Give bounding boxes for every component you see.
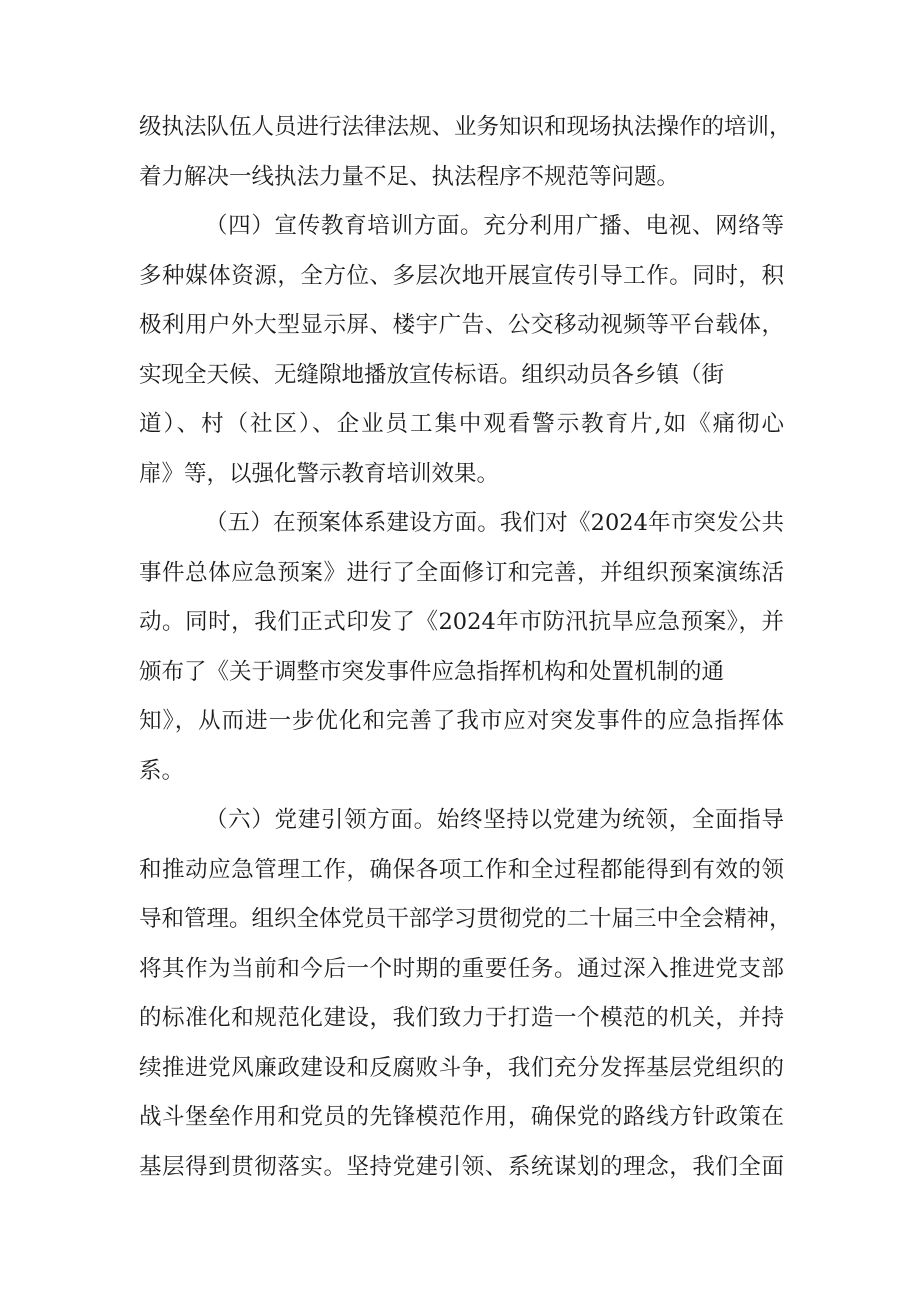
paragraph-heading-5: （五）在预案体系建设方面。我们对《2024年市突发公共 [205, 510, 784, 536]
text-line: 级执法队伍人员进行法律法规、业务知识和现场执法操作的培训， [139, 114, 792, 140]
text-line: 事件总体应急预案》进行了全面修订和完善，并组织预案演练活 [139, 559, 784, 586]
text-line: 扉》等，以强化警示教育培训效果。 [139, 460, 500, 487]
text-line: 战斗堡垒作用和党员的先锋模范作用，确保党的路线方针政策在 [139, 1104, 784, 1130]
text-line: 系。 [139, 757, 185, 784]
text-line: 将其作为当前和今后一个时期的重要任务。通过深入推进党支部 [139, 955, 784, 982]
text-line: 基层得到贯彻落实。坚持党建引领、系统谋划的理念，我们全面 [139, 1153, 784, 1180]
text-line: 颁布了《关于调整市突发事件应急指挥机构和处置机制的通 [139, 658, 725, 685]
text-line: 多种媒体资源，全方位、多层次地开展宣传引导工作。同时，积 [139, 262, 784, 289]
text-line: 的标准化和规范化建设，我们致力于打造一个模范的机关，并持 [139, 1005, 784, 1031]
paragraph-heading-6: （六）党建引领方面。始终坚持以党建为统领，全面指导 [205, 807, 784, 833]
paragraph-heading-4: （四）宣传教育培训方面。充分利用广播、电视、网络等 [205, 213, 784, 239]
text-line: 续推进党风廉政建设和反腐败斗争，我们充分发挥基层党组织的 [139, 1054, 784, 1081]
text-line: 极利用户外大型显示屏、楼宇广告、公交移动视频等平台载体， [139, 312, 784, 338]
text-line: 和推动应急管理工作，确保各项工作和全过程都能得到有效的领 [139, 856, 784, 883]
text-line: 实现全天候、无缝隙地播放宣传标语。组织动员各乡镇（街 [139, 361, 725, 388]
text-line: 知》，从而进一步优化和完善了我市应对突发事件的应急指挥体 [139, 708, 784, 734]
text-line: 动。同时，我们正式印发了《2024年市防汛抗旱应急预案》，并 [139, 609, 784, 635]
text-line: 导和管理。组织全体党员干部学习贯彻党的二十届三中全会精神， [139, 906, 792, 932]
text-line: 道）、村（社区）、企业员工集中观看警示教育片,如《痛彻心 [139, 411, 784, 437]
text-line: 着力解决一线执法力量不足、执法程序不规范等问题。 [139, 163, 680, 190]
body-text [139, 103, 792, 1192]
